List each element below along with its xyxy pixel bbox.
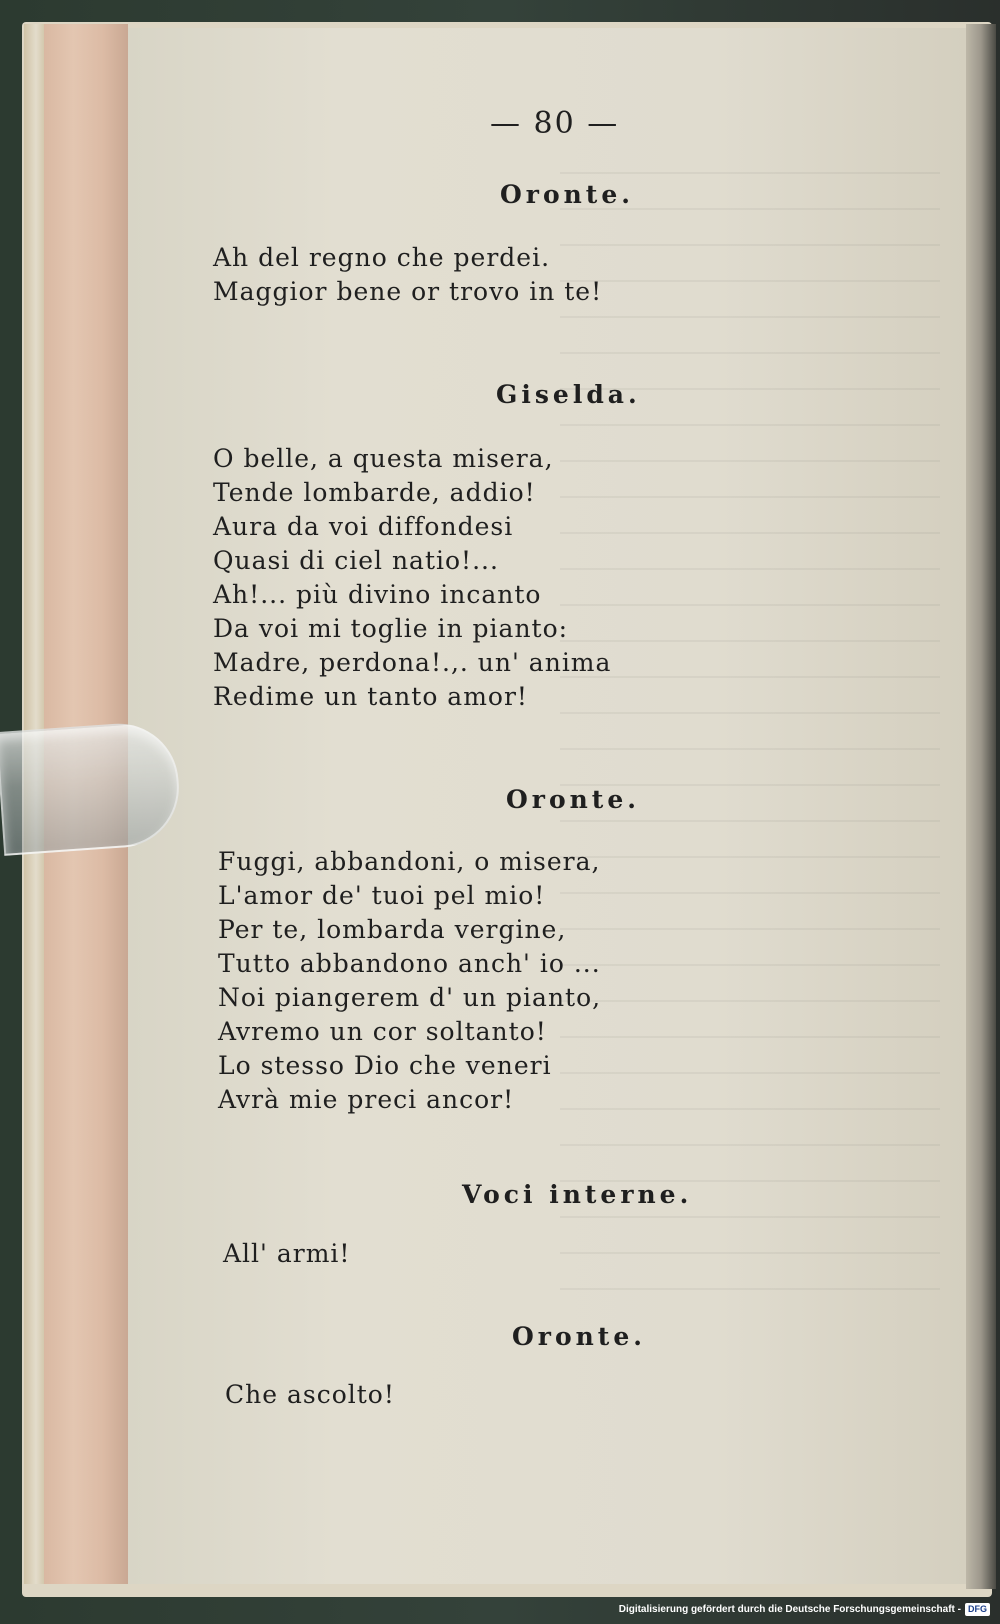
digitization-credit (619, 1603, 990, 1616)
verse-line: Madre, perdona!.,. un' anima (213, 648, 612, 677)
verse-line: Tutto abbandono anch' io ... (218, 949, 601, 978)
verse-line: Per te, lombarda vergine, (218, 915, 567, 944)
verse-line: Ah!... più divino incanto (213, 580, 542, 609)
verse-line: Da voi mi toglie in pianto: (213, 614, 569, 643)
verse-line: O belle, a questa misera, (213, 444, 554, 473)
verse-line: Tende lombarde, addio! (213, 478, 536, 507)
credit-text: Digitalisierung gefördert durch die Deutsche Forschungsgemeinschaft - (618, 1604, 961, 1615)
verse-block (213, 442, 611, 714)
verse-line: Fuggi, abbandoni, o misera, (218, 847, 601, 876)
page-number: — 80 — (490, 106, 620, 141)
speaker-heading: Giselda. (496, 380, 641, 409)
speaker-heading: Voci interne. (462, 1180, 693, 1209)
verse-line: L'amor de' tuoi pel mio! (218, 881, 546, 910)
show-through-text (560, 170, 940, 1290)
page-edges-right (966, 24, 996, 1589)
verse-line: Avremo un cor soltanto! (218, 1017, 547, 1046)
verse-line: Che ascolto! (225, 1380, 395, 1409)
verse-line: All' armi! (223, 1239, 351, 1268)
verse-line: Maggior bene or trovo in te! (213, 277, 603, 306)
verse-line: Avrà mie preci ancor! (218, 1085, 515, 1114)
verse-line: Ah del regno che perdei. (213, 243, 551, 272)
speaker-heading: Oronte. (512, 1322, 646, 1351)
dfg-logo: DFG (965, 1603, 990, 1616)
verse-block (218, 845, 601, 1117)
verse-line: Noi piangerem d' un pianto, (218, 983, 602, 1012)
speaker-heading: Oronte. (506, 785, 640, 814)
verse-line: Quasi di ciel natio!... (213, 546, 499, 575)
verse-line: Redime un tanto amor! (213, 682, 528, 711)
verse-line: Aura da voi diffondesi (213, 512, 514, 541)
verse-line: Lo stesso Dio che veneri (218, 1051, 552, 1080)
verse-block (213, 241, 602, 309)
speaker-heading: Oronte. (500, 180, 634, 209)
